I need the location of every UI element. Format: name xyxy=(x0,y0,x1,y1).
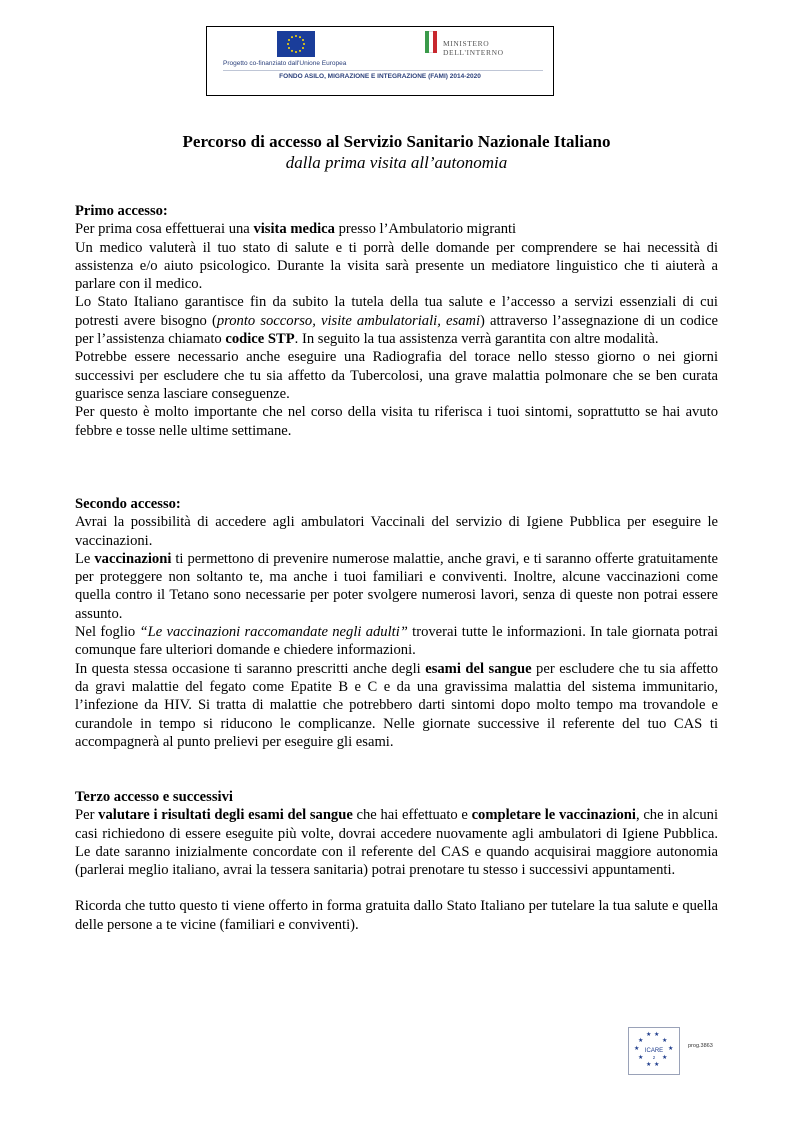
svg-text:★: ★ xyxy=(646,1061,652,1068)
spacer xyxy=(75,879,718,897)
paragraph: Lo Stato Italiano garantisce fin da subito la tutela della tua salute e l’accesso a servizi essenziali di cui potresti avere bisogno (pronto soccorso, visite ambulatoriali, esami) attraverso l’assegnazione di un codice per l’assistenza chiamato codice STP. In seguito la tua assistenza verrà garantita con altre modalità. xyxy=(75,294,718,348)
icare-logo-text: ICARE xyxy=(644,1048,664,1054)
svg-text:★: ★ xyxy=(638,1054,644,1061)
eu-flag-icon xyxy=(277,31,315,57)
svg-text:★: ★ xyxy=(654,1031,660,1038)
svg-text:★: ★ xyxy=(646,1031,652,1038)
bold-term: visita medica xyxy=(253,221,335,238)
bold-term: esami del sangue xyxy=(425,660,532,677)
italic-term: pronto soccorso, visite ambulatoriali, esami xyxy=(216,312,481,329)
project-cofinance-line: Progetto co-finanziato dall'Unione Europea xyxy=(223,60,347,67)
program-code: prog.3863 xyxy=(688,1043,713,1049)
section-primo-accesso xyxy=(75,202,718,440)
paragraph: Per prima cosa effettuerai una visita medica presso l’Ambulatorio migranti xyxy=(75,221,517,238)
bold-term: valutare i risultati degli esami del sangue xyxy=(98,807,353,824)
section-heading: Primo accesso: xyxy=(75,203,168,219)
header-logo-box xyxy=(206,26,554,96)
paragraph: Le vaccinazioni ti permettono di prevenire numerose malattie, anche gravi, e ti saranno offerte gratuitamente per proteggere non soltanto te, ma anche i tuoi familiari e conviventi. Inoltre, alcune vaccinazioni come quella contro il Tetano sono necessarie per poter svolgere numerosi lavori, senza di queste non potrai essere assunto. xyxy=(75,550,718,622)
svg-text:★: ★ xyxy=(634,1045,640,1052)
section-terzo-accesso xyxy=(75,788,718,934)
paragraph: Per valutare i risultati degli esami del sangue che hai effettuato e completare le vaccinazioni, che in alcuni casi richiedono di essere eseguite più volte, dovrai accedere nuovamente agli ambulatori di Igiene Pubblica. Le date saranno inizialmente concordate con il referente del CAS e quando acquisirai maggiore autonomia (parlerai meglio italiano, avrai la tessera sanitaria) potrai prenotare tu stesso i successivi appuntamenti. xyxy=(75,807,718,879)
section-heading: Terzo accesso e successivi xyxy=(75,789,233,805)
section-heading: Secondo accesso: xyxy=(75,496,181,512)
bold-term: vaccinazioni xyxy=(94,550,172,567)
svg-text:★: ★ xyxy=(638,1037,644,1044)
page-subtitle: dalla prima visita all’autonomia xyxy=(285,153,508,172)
ministry-line-1: MINISTERO xyxy=(443,39,490,48)
ministry-name xyxy=(443,39,504,57)
svg-text:★: ★ xyxy=(662,1037,668,1044)
ministry-line-2: DELL'INTERNO xyxy=(443,48,504,57)
bold-term: codice STP xyxy=(225,331,295,348)
paragraph: Ricorda che tutto questo ti viene offerto in forma gratuita dallo Stato Italiano per tutelare la tua salute e quella delle persone a te vicine (familiari e conviventi). xyxy=(75,898,718,933)
svg-text:★: ★ xyxy=(668,1045,674,1052)
italian-flag-icon xyxy=(425,31,438,53)
header-divider xyxy=(223,70,543,71)
italic-term: “Le vaccinazioni raccomandate negli adulti” xyxy=(139,624,408,641)
svg-text:★: ★ xyxy=(654,1061,660,1068)
paragraph: In questa stessa occasione ti saranno prescritti anche degli esami del sangue per escludere che tu sia affetto da gravi malattie del fegato come Epatite B e C e da una gravissima malattia del sistema immunitario, l’infezione da HIV. Si tratta di malattie che potrebbero darti sintomi dopo molto tempo ma trovandole e curandole in tempo si riducono le complicanze. Nelle giornate successive il referente del tuo CAS ti accompagnerà al punto prelievi per eseguire gli esami. xyxy=(75,660,718,750)
paragraph: Per questo è molto importante che nel corso della visita tu riferisca i tuoi sintomi, soprattutto se hai avuto febbre e tosse nelle ultime settimane. xyxy=(75,404,718,439)
paragraph: Avrai la possibilità di accedere agli ambulatori Vaccinali del servizio di Igiene Pubblica per eseguire le vaccinazioni. xyxy=(75,514,718,549)
section-secondo-accesso xyxy=(75,495,718,751)
svg-text:★: ★ xyxy=(662,1054,668,1061)
bold-term: completare le vaccinazioni xyxy=(471,807,636,824)
paragraph: Potrebbe essere necessario anche eseguire una Radiografia del torace nello stesso giorno o nei giorni successivi per escludere che tu sia affetto da Tubercolosi, una grave malattia polmonare che se ben curata guarisce senza lasciare conseguenze. xyxy=(75,349,718,402)
icare-logo-icon xyxy=(628,1027,680,1075)
paragraph: Un medico valuterà il tuo stato di salute e ti porrà delle domande per comprendere se hai necessità di assistenza e/o aiuto psicologico. Durante la visita sarà presente un mediatore linguistico che ti aiuterà a parlare con il medico. xyxy=(75,239,718,293)
fund-line: FONDO ASILO, MIGRAZIONE E INTEGRAZIONE (FAMI) 2014-2020 xyxy=(279,73,481,80)
icare-logo-number: 2 xyxy=(652,1055,656,1060)
page-title: Percorso di accesso al Servizio Sanitario Nazionale Italiano xyxy=(182,132,611,151)
paragraph: Nel foglio “Le vaccinazioni raccomandate negli adulti” troverai tutte le informazioni. In tale giornata potrai comunque fare ulteriori domande e chiedere informazioni. xyxy=(75,624,719,659)
